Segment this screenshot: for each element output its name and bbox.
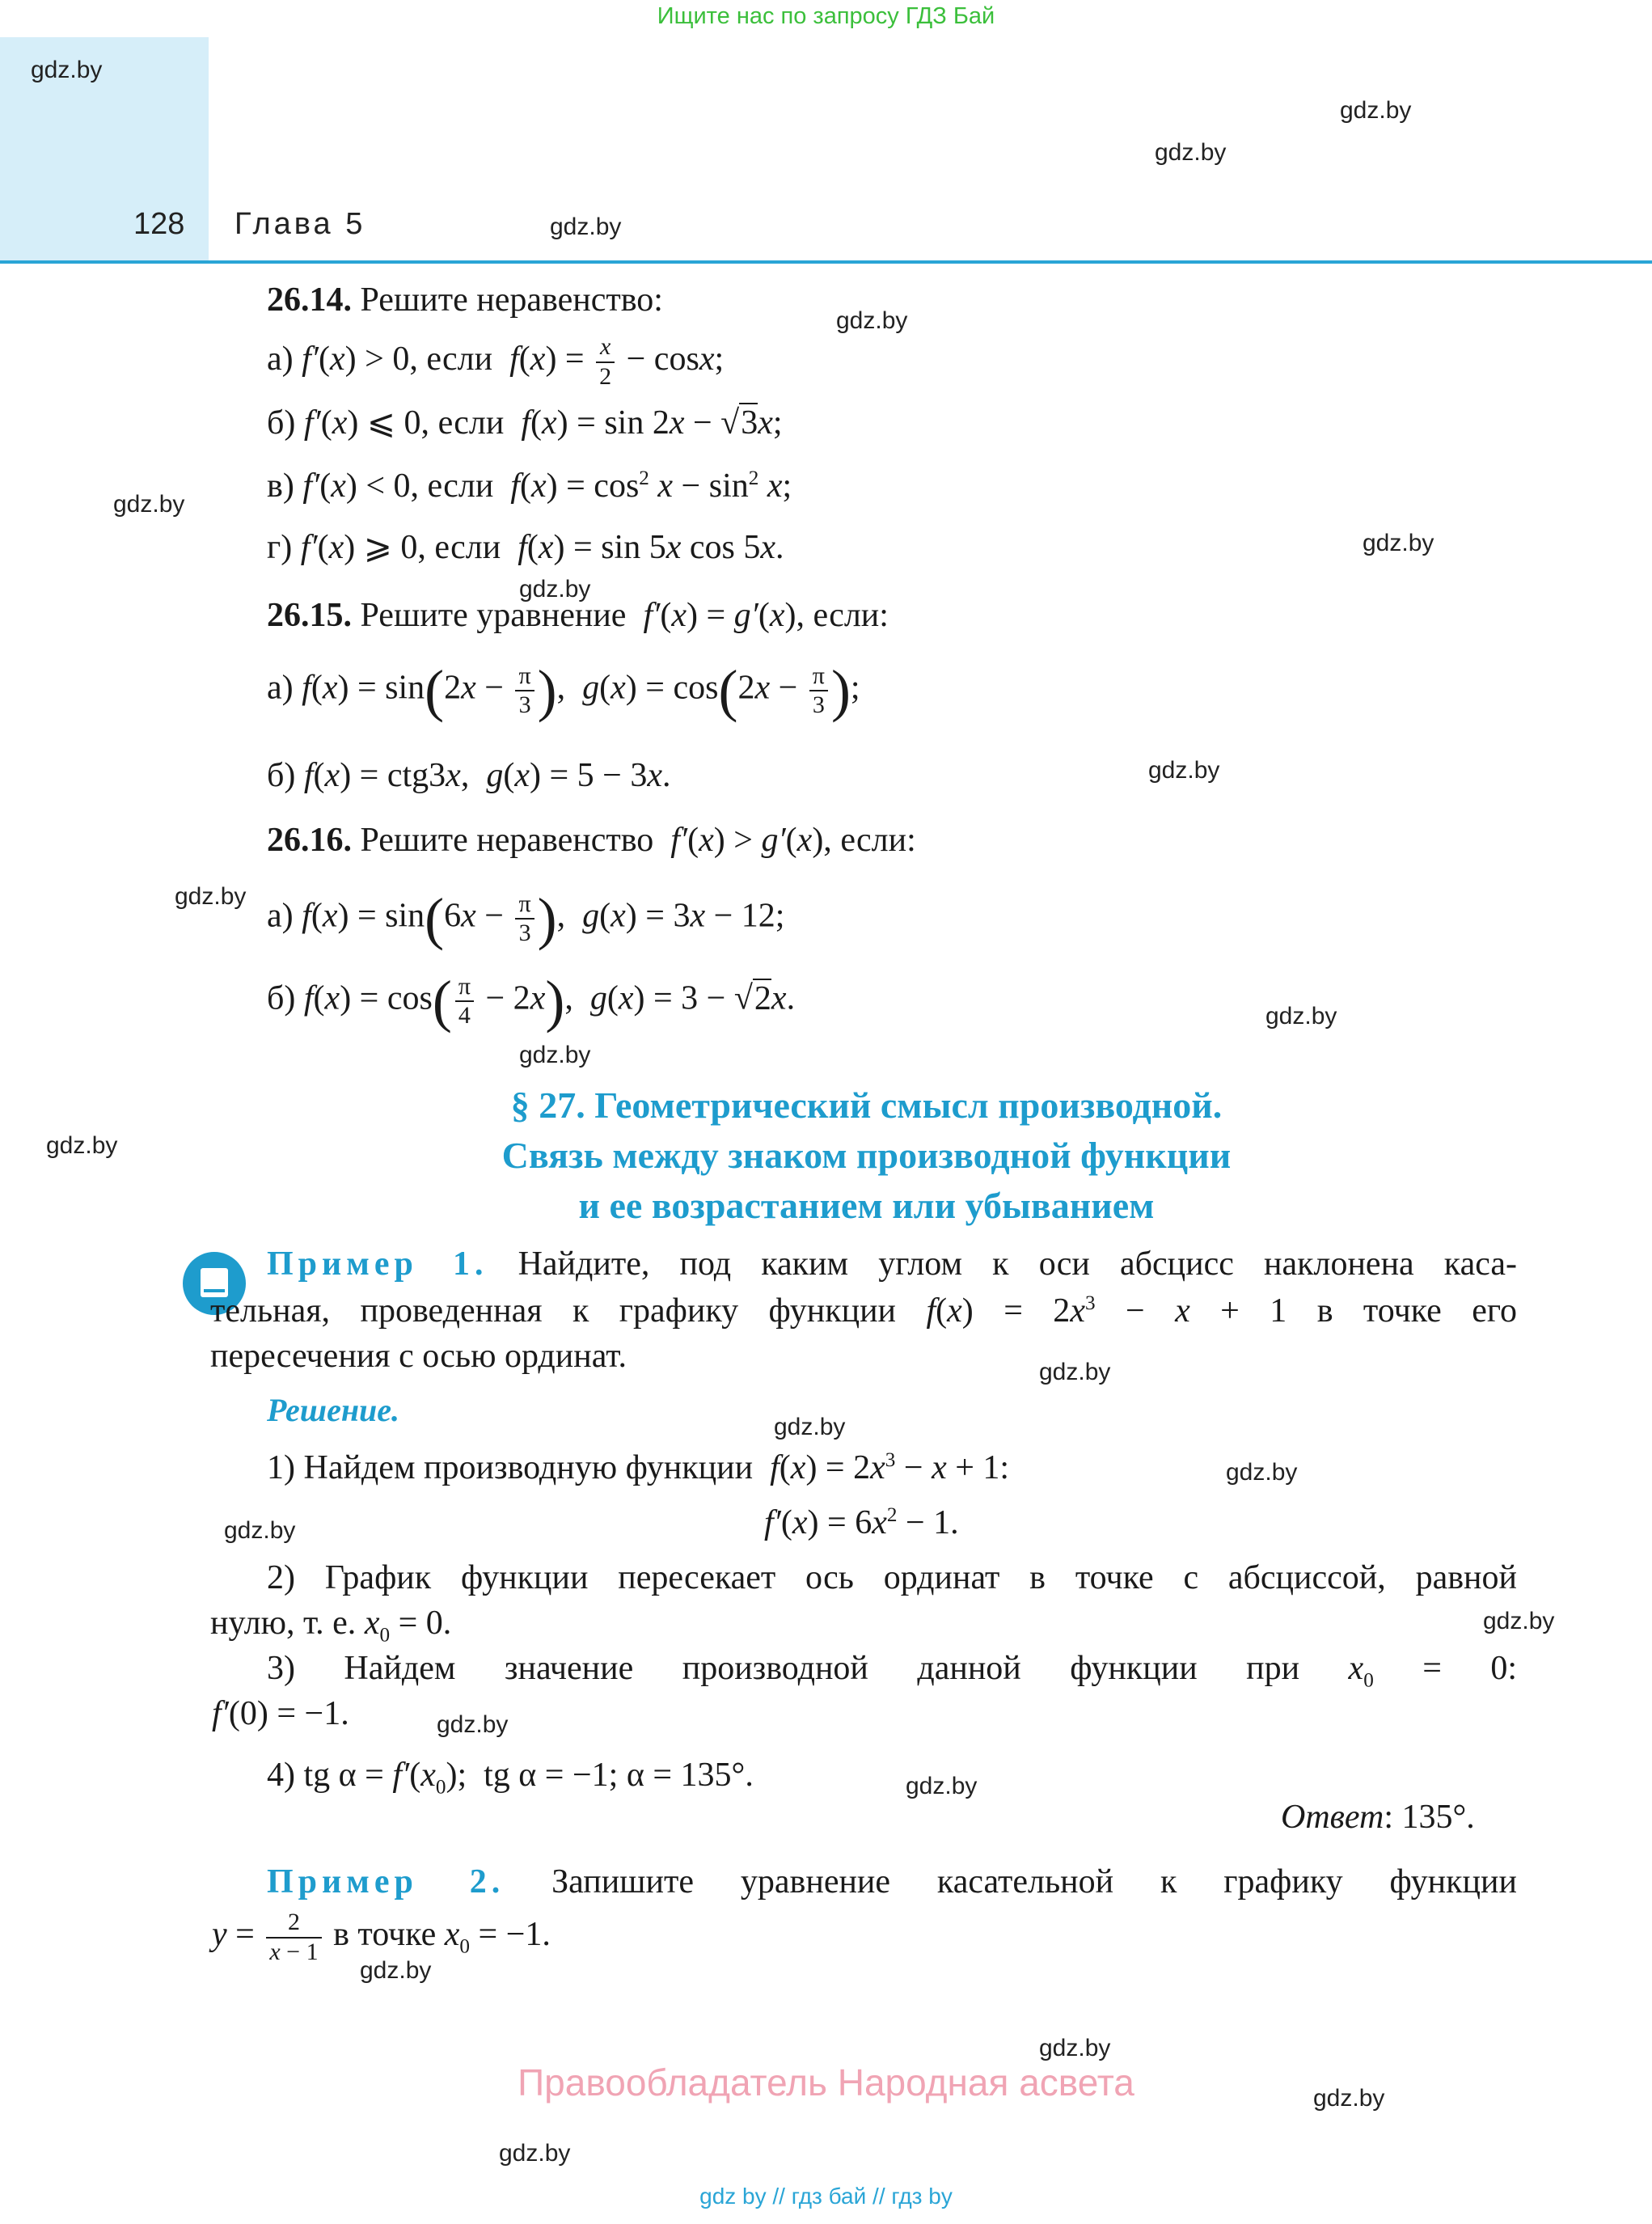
problem-26-14-b: б) f′(x) ⩽ 0, если f(x) = sin 2x − √3x; — [267, 404, 783, 442]
section-heading-line2: Связь между знаком производной функции — [501, 1135, 1232, 1176]
example1-line3: пересечения с осью ординат. — [210, 1338, 627, 1375]
example1-answer: Ответ: 135°. — [1281, 1799, 1475, 1836]
watermark: gdz.by — [1155, 139, 1227, 166]
watermark: gdz.by — [31, 57, 103, 83]
watermark: gdz.by — [1483, 1608, 1555, 1634]
example1-line1: Пример 1. Найдите, под каким углом к оси абсцисс наклонена каса- — [267, 1245, 1518, 1283]
header-rule — [0, 260, 1652, 264]
problem-26-16-title: 26.16. Решите неравенство f′(x) > g′(x), если: — [267, 822, 916, 859]
watermark: gdz.by — [1039, 2035, 1111, 2061]
watermark: gdz.by — [836, 307, 908, 334]
problem-26-16-a: а) f(x) = sin(6x − $\frac{\pi}{3}$ ), g(x) = 3x − 12; — [267, 886, 785, 951]
watermark: gdz.by — [519, 576, 591, 603]
example1-step4: 4) tg $\alpha = f'(x_0)$; tg α = −1; α = 135°. — [267, 1757, 754, 1799]
example1-step2a: 2) График функции пересекает ось ординат в точке с абсциссой, равной — [267, 1559, 1517, 1596]
section-heading-line3: и ее возрастанием или убыванием — [578, 1185, 1155, 1226]
watermark: gdz.by — [1340, 97, 1412, 124]
example1-line2: тельная, проведенная к графику функции $f(x) = 2x^3 - x + 1$ в точке его — [210, 1292, 1518, 1330]
watermark: gdz.by — [1226, 1459, 1298, 1486]
watermark: gdz.by — [1265, 1003, 1337, 1030]
copyright-owner: Правообладатель Народная асвета — [518, 2061, 1134, 2103]
watermark: gdz.by — [224, 1517, 296, 1544]
page-number: 128 — [133, 207, 185, 241]
example1-step1: 1) Найдем производную функции $f(x) = 2x^3 - x + 1$: — [267, 1449, 1010, 1486]
problem-26-15-a: а) f(x) = sin(2x − $\frac{\pi}{3}$ ), g(x) = cos(2x − $\frac{\pi}{3}$ ); — [267, 658, 860, 723]
watermark: gdz.by — [1039, 1359, 1111, 1385]
watermark: gdz.by — [1363, 530, 1434, 556]
example1-derivative: $f'(x) = 6x^2 - 1$. — [764, 1504, 959, 1541]
watermark: gdz.by — [550, 214, 622, 240]
watermark: gdz.by — [437, 1711, 509, 1738]
problem-26-14-v: в) f′(x) < 0, если $f(x) = \cos^2 x - \sin^2 x$; — [267, 467, 792, 505]
chapter-title: Глава 5 — [234, 207, 366, 241]
section-heading-line1: § 27. Геометрический смысл производной. — [510, 1085, 1223, 1126]
problem-26-14-a: а) f′(x) > 0, если f(x) = $\frac{x}{2}$ − cosx; — [267, 333, 725, 390]
example2-line1: Пример 2. Запишите уравнение касательной к графику функции — [267, 1863, 1517, 1901]
watermark: gdz.by — [1313, 2085, 1385, 2112]
example1-step3: 3) Найдем значение производной данной функции при $x_0 = 0$: — [267, 1650, 1518, 1692]
solution-label: Решение. — [267, 1392, 400, 1428]
watermark: gdz.by — [360, 1957, 432, 1984]
example1-step2b: нулю, т. е. $x_0 = 0$. — [210, 1605, 452, 1647]
watermark: gdz.by — [774, 1414, 846, 1440]
watermark: gdz.by — [1148, 757, 1220, 784]
problem-26-14-title: 26.14. Решите неравенство: — [267, 281, 663, 319]
watermark: gdz.by — [175, 883, 247, 910]
example1-step3-result: f′(0) = −1. — [212, 1695, 349, 1732]
top-banner[interactable]: Ищите нас по запросу ГДЗ Бай — [657, 3, 995, 29]
problem-26-16-b: б) f(x) = cos( $\frac{\pi}{4}$ − 2x), g(x) = 3 − √2x. — [267, 969, 796, 1034]
watermark: gdz.by — [519, 1042, 591, 1068]
watermark: gdz.by — [113, 491, 185, 518]
example2-line2: y = $\frac{2}{x - 1}$ в точке $x_0 = -1$. — [212, 1909, 551, 1965]
watermark: gdz.by — [906, 1773, 978, 1799]
problem-26-15-b: б) f(x) = ctg3x, g(x) = 5 − 3x. — [267, 757, 671, 794]
footer-links[interactable]: gdz by // гдз бай // гдз by — [699, 2184, 953, 2209]
watermark: gdz.by — [499, 2140, 571, 2167]
problem-26-14-g: г) f′(x) ⩾ 0, если f(x) = sin 5x cos 5x. — [267, 529, 784, 566]
watermark: gdz.by — [46, 1132, 118, 1159]
problem-26-15-title: 26.15. Решите уравнение f′(x) = g′(x), если: — [267, 597, 889, 634]
